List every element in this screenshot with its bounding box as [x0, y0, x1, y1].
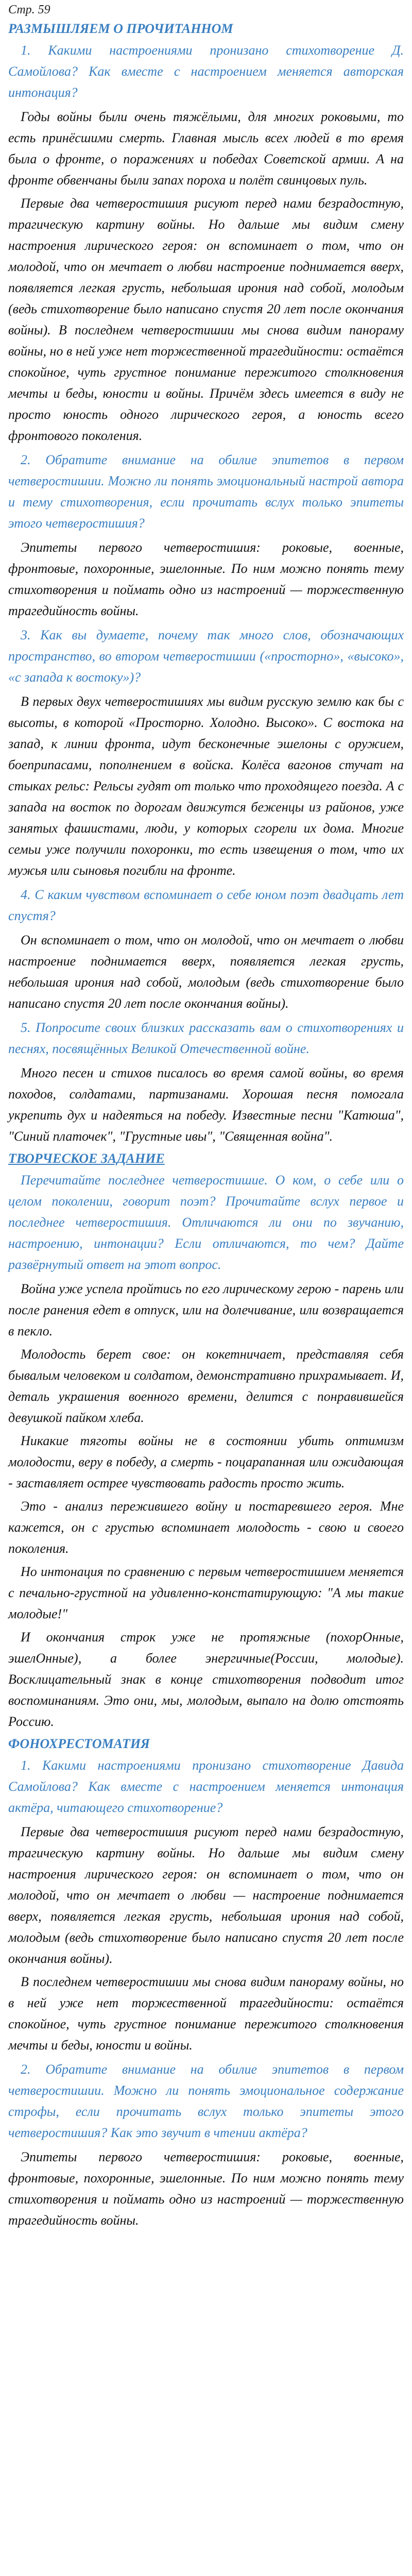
- answer-paragraph: Много песен и стихов писалось во время самой войны, во время походов, солдатами, партизанами. Хорошая песня помогала укрепить дух и надеяться на победу. Известные песни "Катюша", "Синий платочек", "Грустные ивы", "Священная война".: [8, 1065, 404, 1144]
- page-number: Стр. 59: [8, 3, 50, 16]
- question-paragraph: 3. Как вы думаете, почему так много слов, обозначающих пространство, во втором четверостишии («просторно», «высоко», «с запада к востоку»)?: [8, 628, 404, 685]
- answer-paragraph: Никакие тяготы войны не в состоянии убить оптимизм молодости, веру в победу, а смерть - поцарапанная или ожидающая - заставляет острее чувствовать радость просто жить.: [8, 1433, 404, 1490]
- answer-paragraph: Эпитеты первого четверостишия: роковые, военные, фронтовые, похоронные, эшелонные. По ним можно понять тему стихотворения и поймать одно из настроений — торжественную трагедийность войны.: [8, 2149, 404, 2228]
- answer-paragraph: Это - анализ пережившего войну и постаревшего героя. Мне кажется, он с грустью вспоминает молодость - свою и своего поколения.: [8, 1499, 404, 1556]
- section-heading: РАЗМЫШЛЯЕМ О ПРОЧИТАННОМ: [8, 21, 233, 36]
- section-heading: ФОНОХРЕСТОМАТИЯ: [8, 1736, 150, 1751]
- question-paragraph: 1. Какими настроениями пронизано стихотворение Давида Самойлова? Как вместе с настроением меняется интонация актёра, читающего стихотворение?: [8, 1758, 404, 1815]
- question-paragraph: 2. Обратите внимание на обилие эпитетов в первом четверостишии. Можно ли понять эмоциональное содержание строфы, если прочитать вслух только эпитеты этого четверостишия? Как это звучит в чтении актёра?: [8, 2062, 404, 2140]
- question-paragraph: Перечитайте последнее четверостишие. О ком, о себе или о целом поколении, говорит поэт? Прочитайте вслух первое и последнее четверостишия. Отличаются ли они по звучанию, настроению, интонации? Если отличаются, то чем? Дайте развёрнутый ответ на этот вопрос.: [8, 1173, 404, 1272]
- answer-paragraph: Первые два четверостишия рисуют перед нами безрадостную, трагическую картину войны. Но дальше мы видим смену настроения лирического героя: он вспоминает о том, что он молодой, что он мечтает о любви — настроение поднимается вверх, появляется легкая грусть, небольшая ирония над собой, молодым (ведь стихотворение было написано спустя 20 лет после окончания войны).: [8, 1824, 404, 1966]
- answer-paragraph: Годы войны были очень тяжёлыми, для многих роковыми, то есть принёсшими смерть. Главная мысль всех людей в то время была о фронте, о поражениях и победах Советской армии. А на фронте обвенчаны были запах пороха и полёт свинцовых пуль.: [8, 109, 404, 188]
- answer-paragraph: Он вспоминает о том, что он молодой, что он мечтает о любви настроение поднимается вверх, появляется легкая грусть, небольшая ирония над собой, молодым (ведь стихотворение было написано спустя 20 лет после окончания войны).: [8, 933, 404, 1011]
- question-paragraph: 5. Попросите своих близких рассказать вам о стихотворениях и песнях, посвящённых Великой Отечественной войне.: [8, 1020, 404, 1056]
- answer-paragraph: Молодость берет свое: он кокетничает, представляя себя бывалым человеком и солдатом, демонстративно прихрамывает. И, деталь украшения военного времени, делится с понравившейся девушкой пайком хлеба.: [8, 1347, 404, 1425]
- answer-paragraph: Эпитеты первого четверостишия: роковые, военные, фронтовые, похоронные, эшелонные. По ним можно понять тему стихотворения и поймать одно из настроений — торжественную трагедийность войны.: [8, 540, 404, 618]
- answer-paragraph: Но интонация по сравнению с первым четверостишием меняется с печально-грустной на удивленно-констатирующую: "А мы такие молодые!": [8, 1564, 404, 1621]
- answer-paragraph: Первые два четверостишия рисуют перед нами безрадостную, трагическую картину войны. Но дальше мы видим смену настроения лирического героя: он вспоминает о том, что он молодой, что он мечтает о любви настроение поднимается вверх, появляется легкая грусть, небольшая ирония над собой, молодым (ведь стихотворение было написано спустя 20 лет после окончания войны). В последнем четверостишии мы снова видим панораму войны, но в ней уже нет торжественной трагедийности: остаётся спокойное, чуть грустное понимание пережитого столкновения мечты и беды, юности и войны. Причём здесь имеется в виду не просто юность одного лирического героя, а юность всего фронтового поколения.: [8, 196, 404, 443]
- page-content: [8, 21, 404, 2231]
- question-paragraph: 2. Обратите внимание на обилие эпитетов в первом четверостишии. Можно ли понять эмоциональный настрой автора и тему стихотворения, если прочитать вслух только эпитеты этого четверостишия?: [8, 452, 404, 531]
- answer-paragraph: И окончания строк уже не протяжные (похорОнные, эшелОнные), а более энергичные(России, молодые). Восклицательный знак в конце стихотворения подводит итог воспоминаниям. Это они, мы, молодым, выпало на долю отстоять Россию.: [8, 1630, 404, 1729]
- answer-paragraph: Война уже успела пройтись по его лирическому герою - парень или после ранения едет в отпуск, или на долечивание, или возвращается в пекло.: [8, 1281, 404, 1338]
- answer-paragraph: В первых двух четверостишиях мы видим русскую землю как бы с высоты, в которой «Просторно. Холодно. Высоко». С востока на запад, к линии фронта, идут бесконечные эшелоны с оружием, боеприпасами, пополнением в войска. Колёса вагонов стучат на стыках рельс: Рельсы гудят от только что проходящего поезда. А с запада на восток по дорогам движутся беженцы из районов, уже занятых фашистами, люди, у которых сгорели их дома. Многие семьи уже получили похоронки, то есть извещения о том, что их мужья или сыновья погибли на фронте.: [8, 694, 404, 878]
- question-paragraph: 1. Какими настроениями пронизано стихотворение Д. Самойлова? Как вместе с настроением меняется авторская интонация?: [8, 43, 404, 100]
- answer-paragraph: В последнем четверостишии мы снова видим панораму войны, но в ней уже нет торжественной трагедийности: остаётся спокойное, чуть грустное понимание пережитого столкновения мечты и беды, юности и войны.: [8, 1974, 404, 2053]
- question-paragraph: 4. С каким чувством вспоминает о себе юном поэт двадцать лет спустя?: [8, 887, 404, 923]
- section-heading: ТВОРЧЕСКОЕ ЗАДАНИЕ: [8, 1151, 165, 1166]
